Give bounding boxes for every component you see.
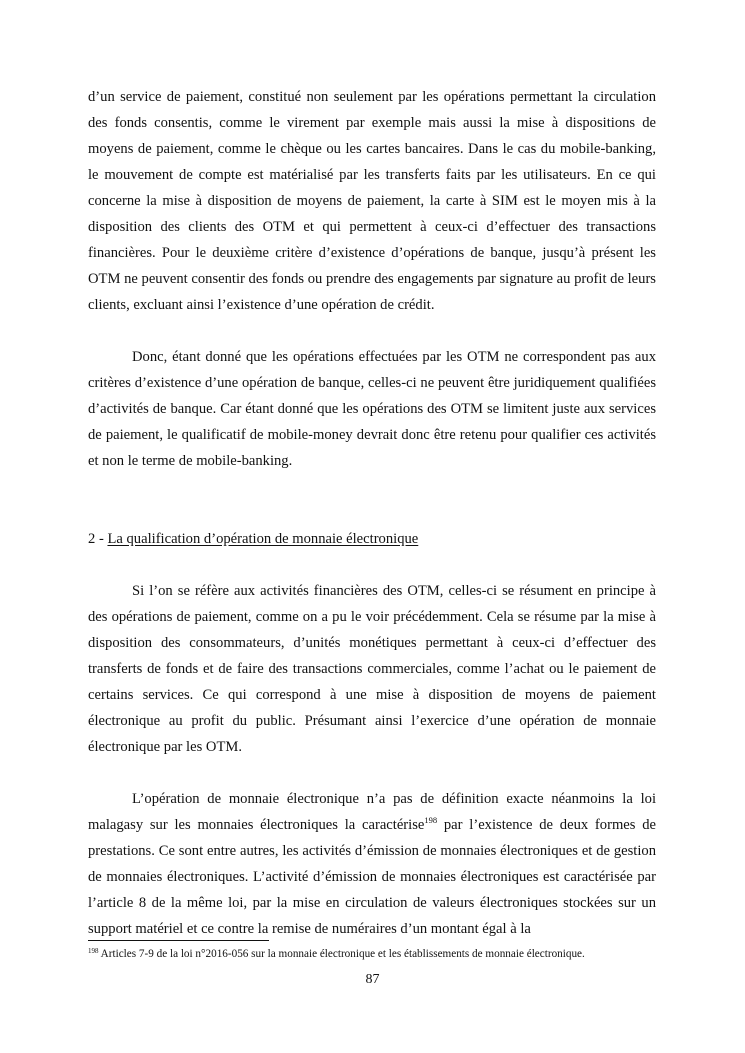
footnote-number: 198 — [88, 947, 99, 955]
paragraph-banking-qualification: Donc, étant donné que les opérations effectuées par les OTM ne correspondent pas aux critères d’existence d’une opération de banque, celles-ci ne peuvent être juridiquement qualifiées d’activités de banque. Car étant donné que les opérations des OTM se limitent juste aux services de paiement, le qualificatif de mobile-money devrait donc être retenu pour qualifier ces activités et non le terme de mobile-banking. — [88, 349, 656, 469]
paragraph-electronic-money: Si l’on se réfère aux activités financières des OTM, celles-ci se résument en principe à des opérations de paiement, comme on a pu le voir précédemment. Cela se résume par la mise à disposition des consommateurs, d’unités monétiques permettant à ceux-ci d’effectuer des transferts de fonds et de faire des transactions commerciales, comme l’achat ou le paiement de certains services. Ce qui correspond à une mise à disposition de moyens de paiement électronique au profit du public. Présumant ainsi l’exercice d’une opération de monnaie électronique par les OTM. — [88, 583, 656, 755]
document-body — [88, 84, 656, 942]
footnote-reference: 198 — [424, 815, 438, 825]
section-heading — [88, 526, 656, 552]
section-heading-number: 2 - — [88, 531, 108, 547]
paragraph-text-after-ref: par l’existence de deux formes de prestations. Ce sont entre autres, les activités d’émission de monnaies électroniques et de gestion de monnaies électroniques. L’activité d’émission de monnaies électroniques est caractérisée par l’article 8 de la même loi, par la mise en circulation de valeurs électroniques stockées sur un support matériel et ce contre la remise de numéraires d’un montant égal à la — [88, 817, 656, 937]
footnote-text: Articles 7-9 de la loi n°2016-056 sur la monnaie électronique et les établissements de monnaie électronique. — [98, 948, 585, 960]
paragraph-payment-service: d’un service de paiement, constitué non seulement par les opérations permettant la circulation des fonds consentis, comme le virement par exemple mais aussi la mise à dispositions de moyens de paiement, comme le chèque ou les cartes bancaires. Dans le cas du mobile-banking, le mouvement de compte est matérialisé par les transferts faits par les utilisateurs. En ce qui concerne la mise à disposition de moyens de paiement, la carte à SIM est le moyen mis à la disposition des clients des OTM et qui permettent à ceux-ci d’effectuer des transactions financières. Pour le deuxième critère d’existence d’opérations de banque, jusqu’à présent les OTM ne peuvent consentir des fonds ou prendre des engagements par signature au profit de leurs clients, excluant ainsi l’existence d’une opération de crédit. — [88, 89, 656, 313]
paragraph-text-before-ref: L’opération de monnaie électronique n’a pas de définition exacte néanmoins la loi malagasy sur les monnaies électroniques la caractérise — [88, 791, 656, 833]
section-heading-title: La qualification d’opération de monnaie électronique — [107, 531, 419, 547]
footnote — [88, 946, 688, 962]
page-number: 87 — [365, 972, 380, 987]
paragraph-electronic-money-definition — [88, 786, 656, 942]
footnote-separator — [88, 940, 269, 941]
